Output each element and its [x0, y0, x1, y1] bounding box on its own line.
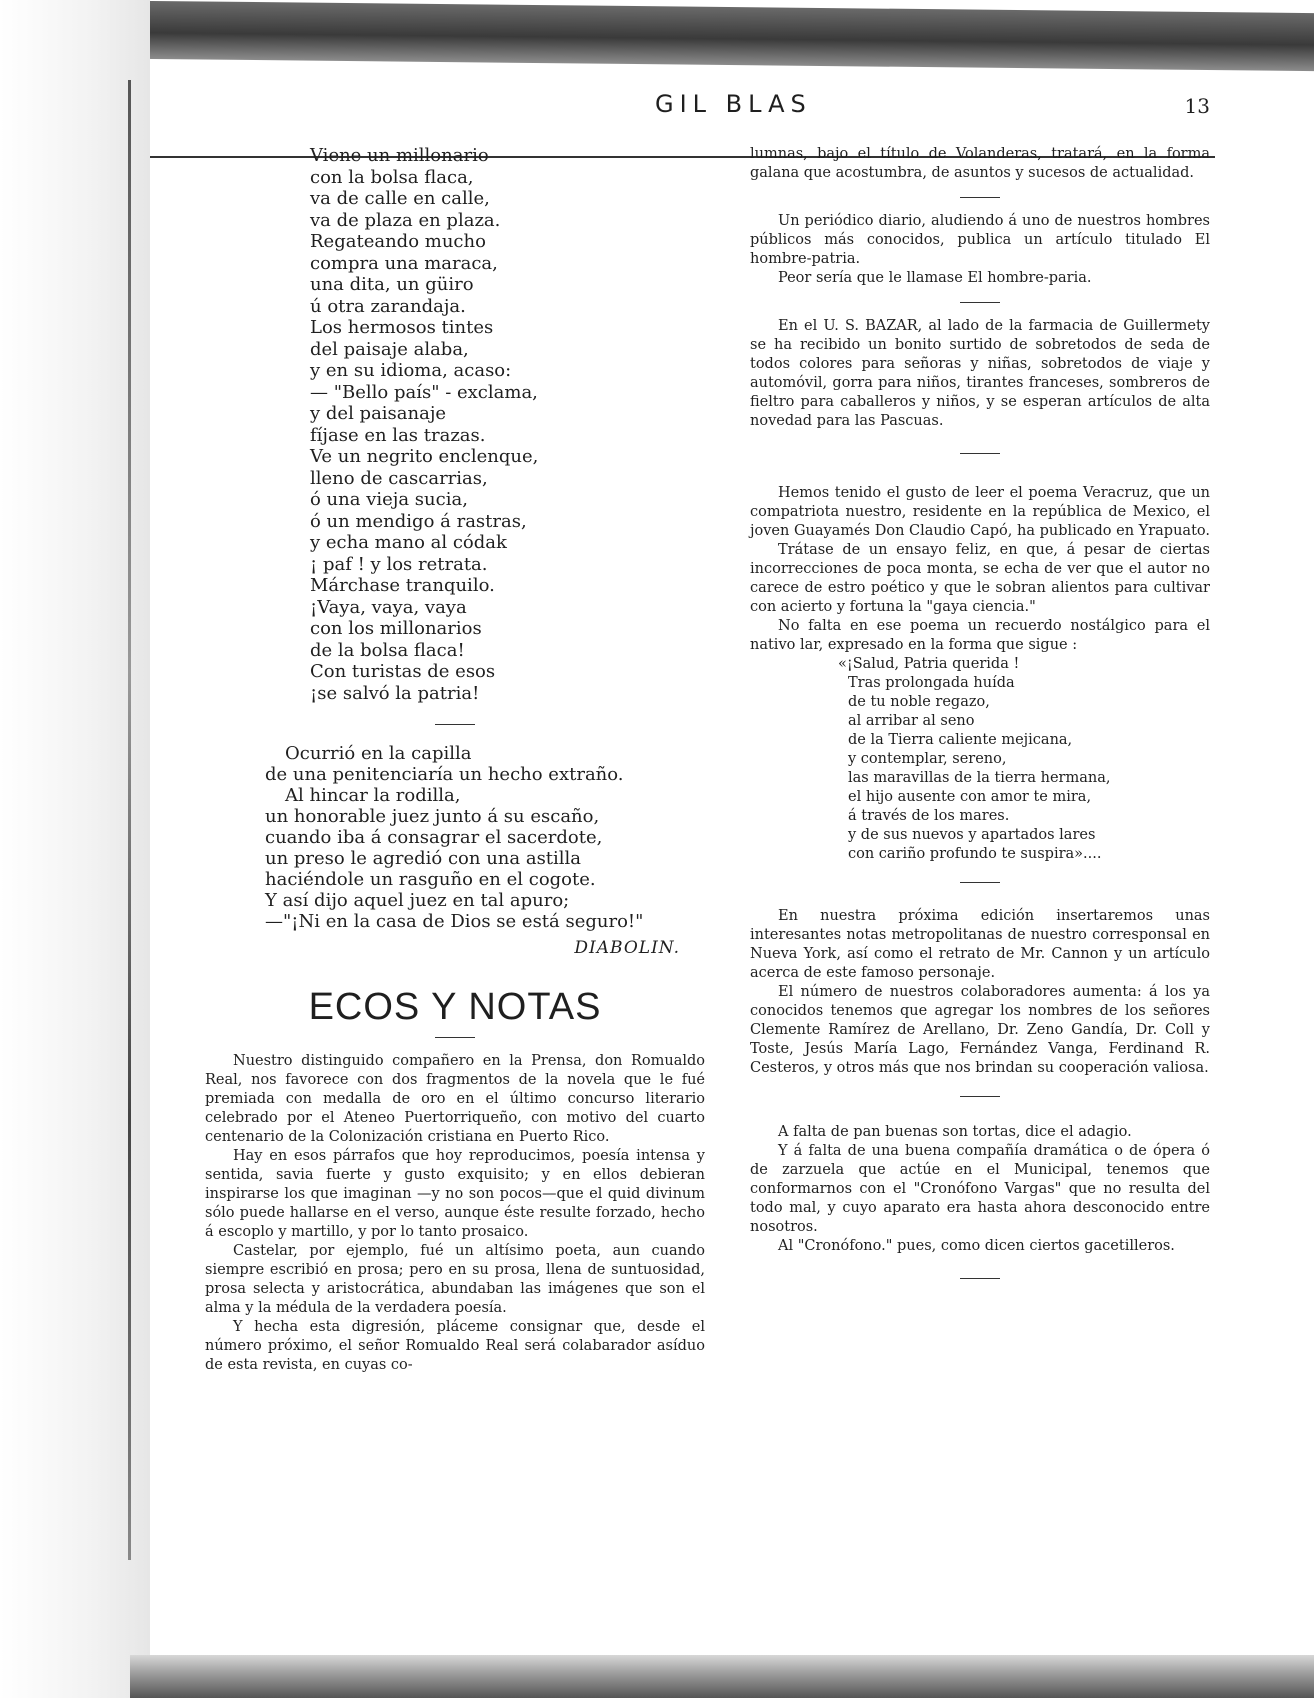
paragraph: Un periódico diario, aludiendo á uno de nuestros hombres públicos más conocidos, publica un artículo titulado El hombre-patria. [750, 213, 1210, 267]
paragraph: A falta de pan buenas son tortas, dice el adagio. [778, 1124, 1132, 1140]
section-divider [960, 453, 1000, 454]
scan-shadow-bottom [130, 1655, 1314, 1698]
poem-line: Viene un millonario [310, 145, 489, 166]
paragraph: Nuestro distinguido compañero en la Prensa, don Romualdo Real, nos favorece con dos fragmentos de la novela que le fué premiada con medalla de oro en el último concurso literario celebrado por el Ateneo Puertorriqueño, con motivo del cuarto centenario de la Colonización cristiana en Puerto Rico. [205, 1053, 705, 1145]
section-divider [960, 1278, 1000, 1279]
poem-line: un honorable juez junto á su escaño, [265, 806, 600, 827]
poem-line: con la bolsa flaca, [310, 166, 474, 188]
left-column [205, 145, 705, 1375]
poem-line: con cariño profundo te suspira».... [848, 846, 1102, 862]
author-signature: DIABOLIN. [574, 938, 680, 958]
poem-line: y en su idioma, acaso: [310, 360, 512, 381]
poem-line: compra una maraca, [310, 252, 498, 274]
paragraph: No falta en ese poema un recuerdo nostálgico para el nativo lar, expresado en la forma que sigue : [750, 618, 1210, 653]
paragraph: Y á falta de una buena compañía dramática o de ópera ó de zarzuela que actúe en el Municipal, tenemos que conformarnos con el "Cronófono Vargas" que no resulta del todo mal, y cuyo aparato era hasta ahora desconocido entre nosotros. [750, 1143, 1210, 1235]
poem-line: Al hincar la rodilla, [285, 785, 461, 806]
poem-line: con los millonarios [310, 618, 482, 639]
poem-line: —"¡Ni en la casa de Dios se está seguro!" [265, 911, 644, 932]
ecos-prose [205, 1052, 705, 1375]
paragraph: Al "Cronófono." pues, como dicen ciertos gacetilleros. [778, 1238, 1175, 1254]
poem-line: ¡ paf ! y los retrata. [310, 553, 488, 575]
poem-line: un preso le agredió con una astilla [265, 848, 582, 869]
section-divider [960, 197, 1000, 198]
poem-veracruz [820, 655, 1210, 864]
poem-line: «¡Salud, Patria querida ! [838, 656, 1020, 672]
poem-line: cuando iba á consagrar el sacerdote, [265, 827, 603, 848]
poem-line: y del paisanaje [310, 403, 447, 424]
poem-line: del paisaje alaba, [310, 338, 469, 360]
paragraph: Y hecha esta digresión, pláceme consignar que, desde el número próximo, el señor Romualdo Real será colabarador asíduo de esta revista, en cuyas co- [205, 1319, 705, 1373]
poem-line: Con turistas de esos [310, 661, 496, 682]
poem-line: una dita, un güiro [310, 274, 474, 295]
poem-line: de una penitenciaría un hecho extraño. [265, 764, 624, 785]
paragraph: Hemos tenido el gusto de leer el poema Veracruz, que un compatriota nuestro, residente en la república de Mexico, el joven Guayamés Don Claudio Capó, ha publicado en Yrapuato. [750, 485, 1210, 539]
poem-line: ú otra zarandaja. [310, 295, 466, 317]
poem-line: va de calle en calle, [310, 188, 490, 209]
paragraph: Castelar, por ejemplo, fué un altísimo poeta, aun cuando siempre escribió en prosa; pero en su prosa, llena de suntuosidad, prosa selecta y aristocrática, abundaban las imágenes que son el alma y la médula de la verdadera poesía. [205, 1243, 705, 1316]
poem-line: al arribar al seno [848, 713, 975, 729]
poem-line: va de plaza en plaza. [310, 209, 501, 231]
poem-line: de la Tierra caliente mejicana, [848, 732, 1073, 748]
poem-line: fíjase en las trazas. [310, 424, 486, 446]
masthead: GIL BLAS [655, 90, 812, 118]
poem-line: Tras prolongada huída [848, 675, 1015, 691]
poem-line: Y así dijo aquel juez en tal apuro; [265, 890, 570, 911]
poem-line: Márchase tranquilo. [310, 575, 495, 596]
poem-line: las maravillas de la tierra hermana, [848, 770, 1111, 786]
paragraph: Hay en esos párrafos que hoy reproducimos, poesía intensa y sentida, savia fuerte y gusto exquisito; y en ellos debieran inspirarse los que imaginan —y no son pocos—que el quid divinum sólo puede hallarse en el verso, aunque éste resulte forzado, hecho á escoplo y martillo, y por lo tanto prosaico. [205, 1148, 705, 1240]
poem-line: de la bolsa flaca! [310, 639, 465, 661]
poem-line: y de sus nuevos y apartados lares [848, 827, 1096, 843]
poem-line: haciéndole un rasguño en el cogote. [265, 869, 596, 890]
magazine-page [150, 60, 1290, 1650]
section-title: ECOS Y NOTAS [308, 986, 602, 1028]
paragraph: lumnas, bajo el título de Volanderas, tratará, en la forma galana que acostumbra, de asuntos y sucesos de actualidad. [750, 146, 1210, 181]
section-divider [960, 302, 1000, 303]
poem-line: el hijo ausente con amor te mira, [848, 789, 1092, 805]
poem-line: Ocurrió en la capilla [285, 743, 472, 764]
paragraph: En nuestra próxima edición insertaremos unas interesantes notas metropolitanas de nuestro corresponsal en Nueva York, así como el retrato de Mr. Cannon y un artículo acerca de este famoso personaje. [750, 908, 1210, 981]
poem-millonario [310, 145, 705, 704]
section-divider [960, 882, 1000, 883]
section-divider [435, 724, 475, 725]
poem-line: Los hermosos tintes [310, 317, 494, 338]
page-number: 13 [1184, 94, 1210, 118]
paragraph: El número de nuestros colaboradores aumenta: á los ya conocidos tenemos que agregar los nombres de los señores Clemente Ramírez de Arellano, Dr. Zeno Gandía, Dr. Coll y Toste, Jesús María Lago, Fernández Vanga, Ferdinand R. Cesteros, y otros más que nos brindan su cooperación valiosa. [750, 984, 1210, 1076]
poem-line: á través de los mares. [848, 808, 1010, 824]
poem-line: lleno de cascarrias, [310, 467, 488, 489]
poem-line: Regateando mucho [310, 231, 486, 252]
poem-line: y contemplar, sereno, [848, 751, 1007, 767]
poem-line: ó un mendigo á rastras, [310, 510, 527, 532]
poem-line: ó una vieja sucia, [310, 489, 468, 510]
paragraph: Trátase de un ensayo feliz, en que, á pesar de ciertas incorrecciones de poca monta, se echa de ver que el autor no carece de estro poético y que le sobran alientos para cultivar con acierto y fortuna la "gaya ciencia." [750, 542, 1210, 615]
binding-edge [128, 80, 131, 1560]
poem-line: — "Bello país" - exclama, [310, 381, 538, 403]
page-header [150, 90, 1210, 130]
poem-line: Ve un negrito enclenque, [310, 446, 539, 467]
right-column [750, 145, 1210, 1279]
paragraph: Peor sería que le llamase El hombre-paria. [778, 270, 1092, 286]
poem-capilla [265, 743, 705, 932]
section-divider [960, 1096, 1000, 1097]
title-rule [435, 1037, 475, 1038]
paragraph: En el U. S. BAZAR, al lado de la farmacia de Guillermety se ha recibido un bonito surtido de sobretodos de seda de todos colores para señoras y niñas, sobretodos de viaje y automóvil, gorra para niños, tirantes franceses, sombreros de fieltro para caballeros y niños, y se esperan artículos de alta novedad para las Pascuas. [750, 318, 1210, 429]
poem-line: de tu noble regazo, [848, 694, 990, 710]
poem-line: ¡Vaya, vaya, vaya [310, 596, 467, 618]
poem-line: ¡se salvó la patria! [310, 682, 480, 704]
poem-line: y echa mano al códak [310, 532, 507, 553]
